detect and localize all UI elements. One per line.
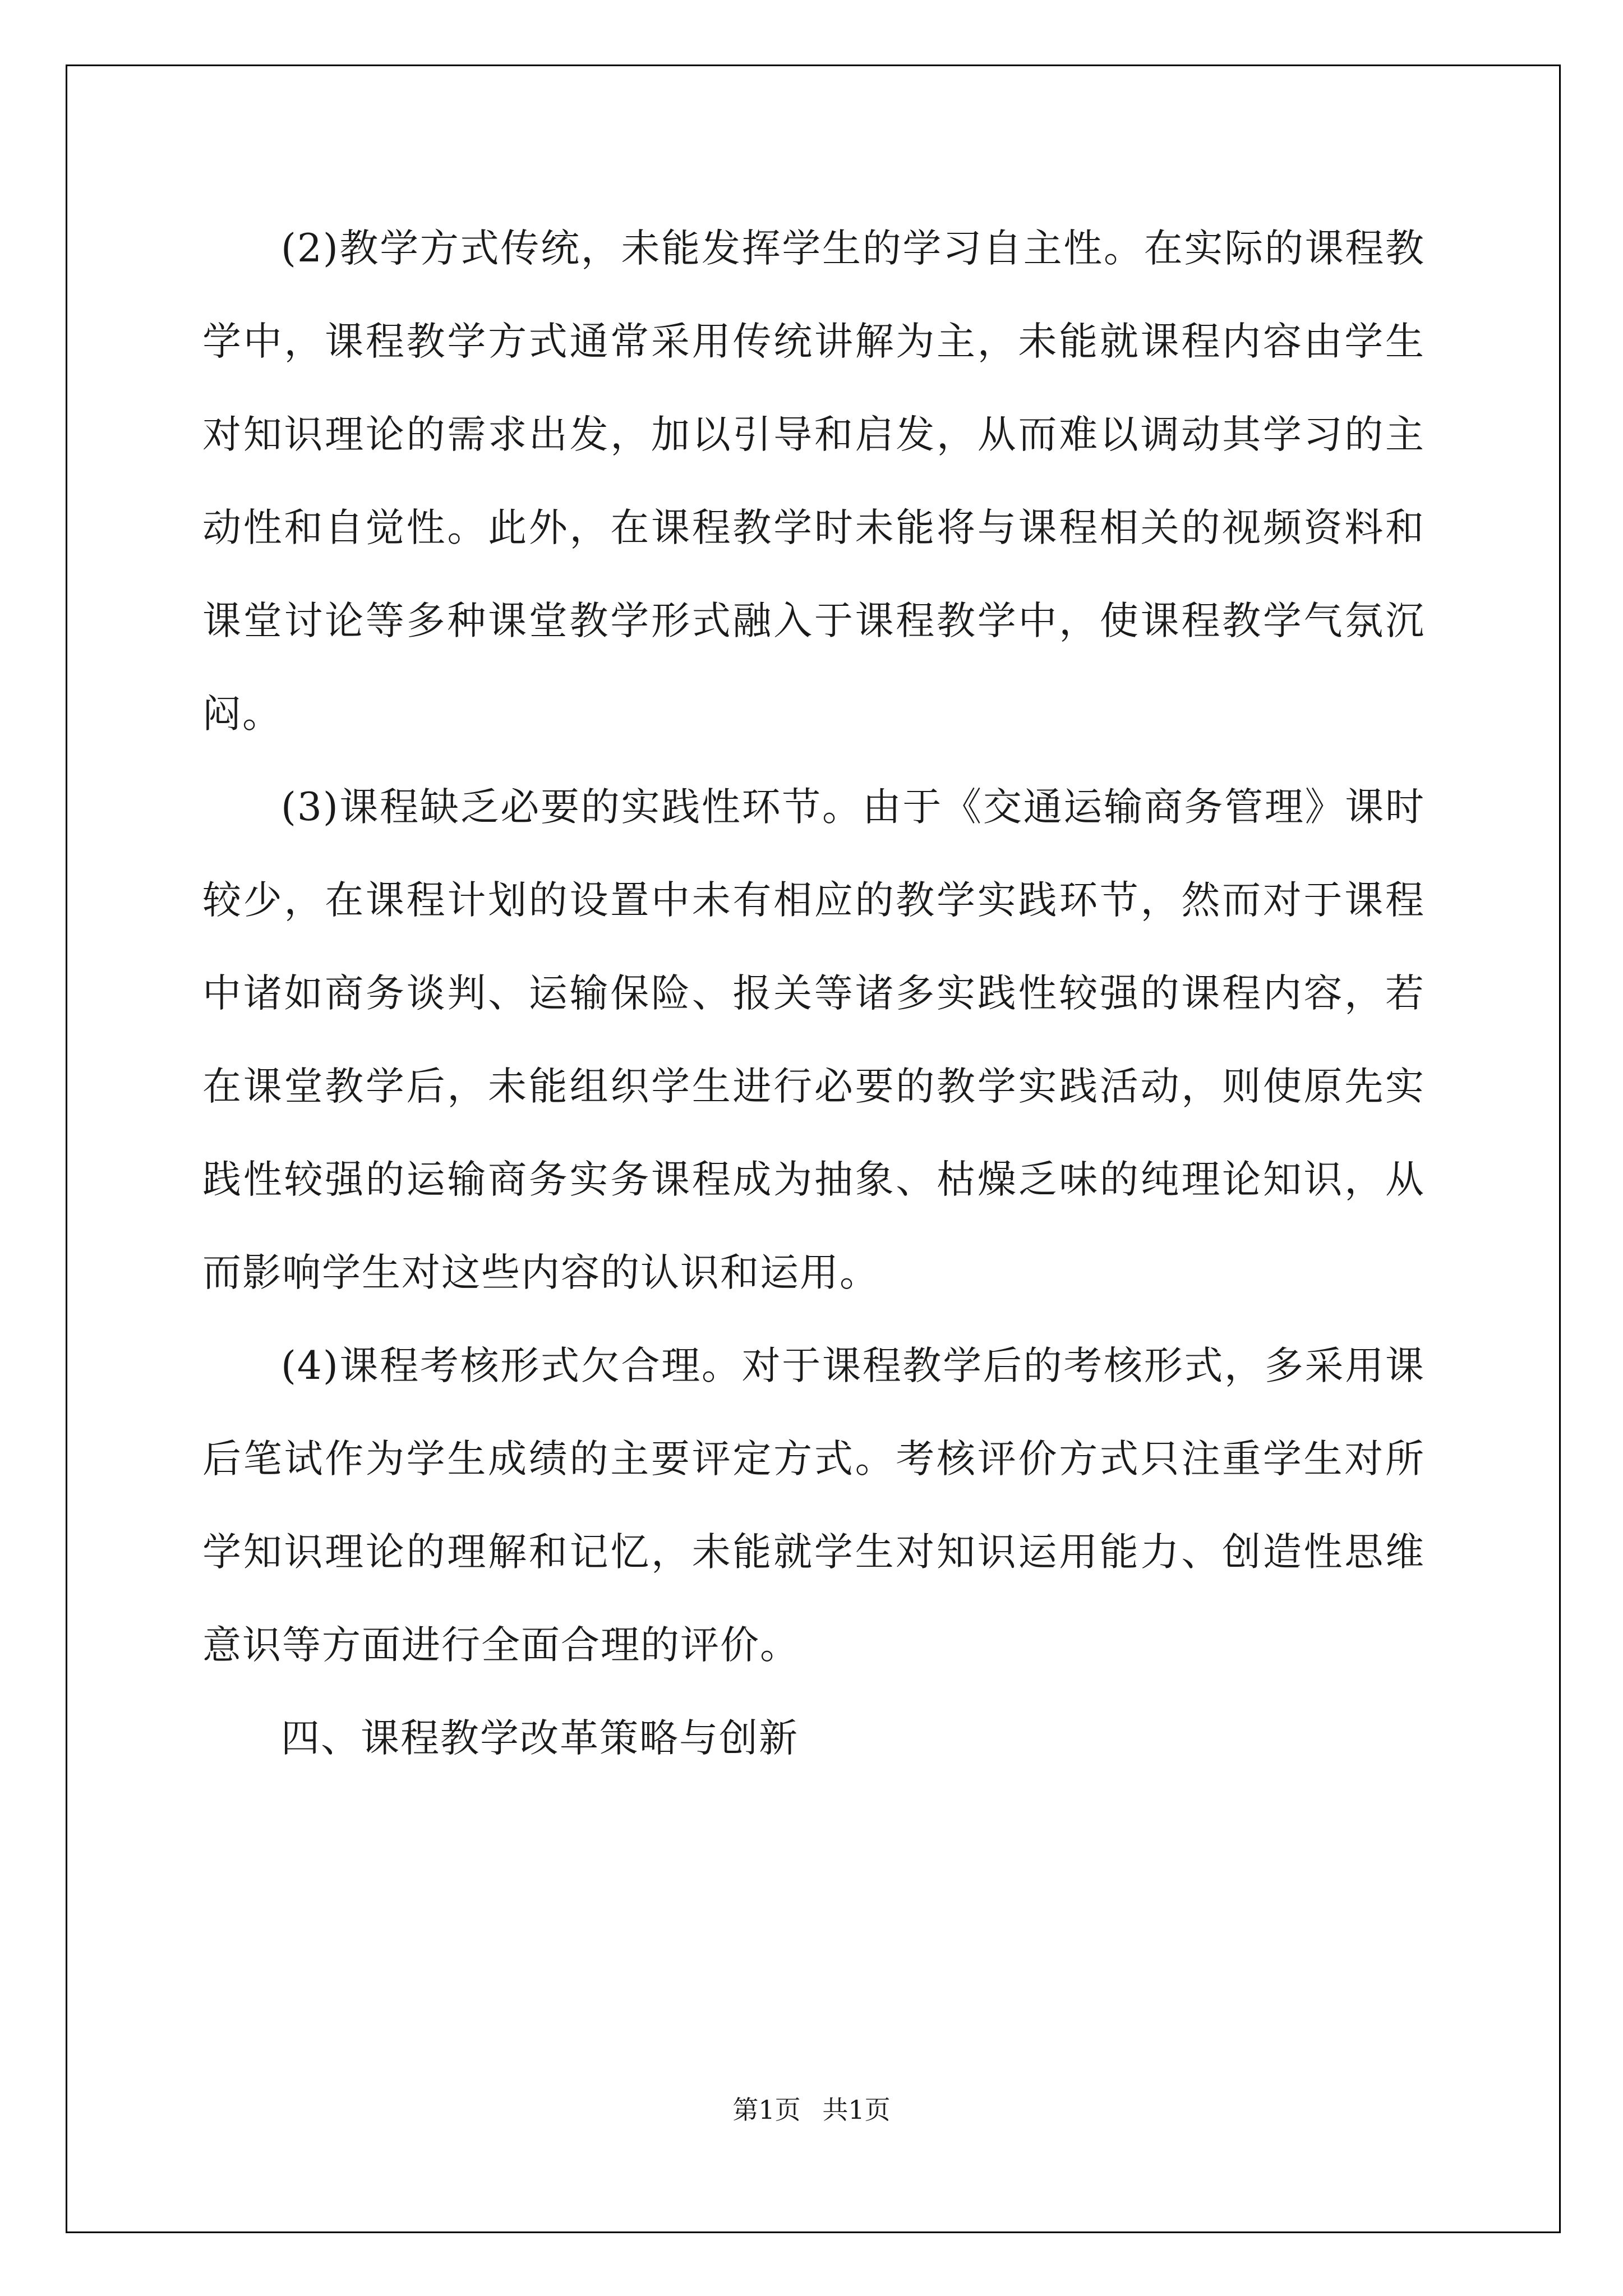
paragraph-practice-lacking: (3)课程缺乏必要的实践性环节。由于《交通运输商务管理》课时较少，在课程计划的设置中未有相应的教学实践环节，然而对于课程中诸如商务谈判、运输保险、报关等诸多实践性较强的课程内容，若在课堂教学后，未能组织学生进行必要的教学实践活动，则使原先实践性较强的运输商务实务课程成为抽象、枯燥乏味的纯理论知识，从而影响学生对这些内容的认识和运用。: [202, 785, 1425, 1295]
paragraph-assessment: (4)课程考核形式欠合理。对于课程教学后的考核形式，多采用课后笔试作为学生成绩的主要评定方式。考核评价方式只注重学生对所学知识理论的理解和记忆，未能就学生对知识运用能力、创造性思维意识等方面进行全面合理的评价。: [202, 1343, 1425, 1668]
paragraph-teaching-method: (2)教学方式传统，未能发挥学生的学习自主性。在实际的课程教学中，课程教学方式通常采用传统讲解为主，未能就课程内容由学生对知识理论的需求出发，加以引导和启发，从而难以调动其学习的主动性和自觉性。此外，在课程教学时未能将与课程相关的视频资料和课堂讨论等多种课堂教学形式融入于课程教学中，使课程教学气氛沉闷。: [202, 226, 1425, 737]
page-number-total: 共1页: [822, 2095, 891, 2125]
page-number-current: 第1页: [732, 2095, 801, 2125]
section-heading: 四、课程教学改革策略与创新: [281, 1716, 799, 1761]
document-body: [202, 202, 1425, 1785]
page-footer: [0, 2090, 1623, 2127]
